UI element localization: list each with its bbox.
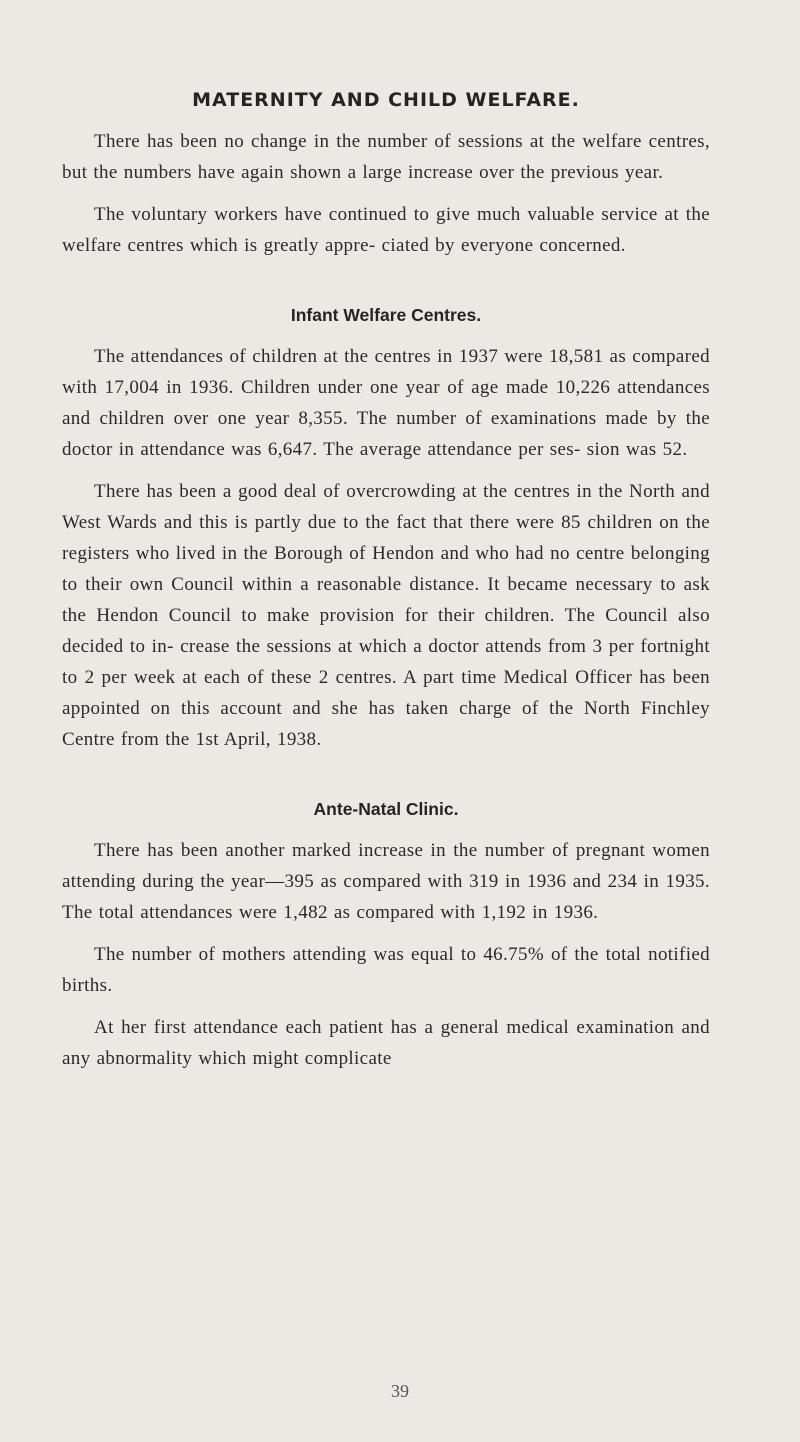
infant-welfare-heading: Infant Welfare Centres.	[290, 305, 482, 325]
document-page	[62, 88, 710, 1085]
intro-paragraph-1: There has been no change in the number of sessions at the welfare centres, but the numbers have again shown a large increase over the previous year.	[62, 131, 710, 183]
infant-welfare-paragraph-2: There has been a good deal of overcrowding at the centres in the North and West Wards and this is partly due to the fact that there were 85 children on the registers who lived in the Borough of Hendon and who had no centre belonging to their own Council within a reasonable distance. It became necessary to ask the Hendon Council to make provision for their children. The Council also decided to in- crease the sessions at which a doctor attends from 3 per fortnight to 2 per week at each of these 2 centres. A part time Medical Officer has been appointed on this account and she has taken charge of the North Finchley Centre from the 1st April, 1938.	[62, 481, 710, 750]
ante-natal-paragraph-2: The number of mothers attending was equal to 46.75% of the total notified births.	[62, 944, 710, 996]
page-number: 39	[391, 1381, 409, 1401]
page-title: MATERNITY AND CHILD WELFARE.	[192, 89, 580, 111]
ante-natal-paragraph-3: At her first attendance each patient has a general medical examination and any abnormality which might complicate	[62, 1017, 710, 1069]
ante-natal-paragraph-1: There has been another marked increase in the number of pregnant women attending during the year—395 as compared with 319 in 1936 and 234 in 1935. The total attendances were 1,482 as compared with 1,192 in 1936.	[62, 840, 710, 923]
infant-welfare-paragraph-1: The attendances of children at the centres in 1937 were 18,581 as compared with 17,004 in 1936. Children under one year of age made 10,226 attendances and children over one year 8,355. The number of examinations made by the doctor in attendance was 6,647. The average attendance per ses- sion was 52.	[62, 346, 710, 460]
intro-paragraph-2: The voluntary workers have continued to give much valuable service at the welfare centres which is greatly appre- ciated by everyone concerned.	[62, 204, 710, 256]
ante-natal-heading: Ante-Natal Clinic.	[313, 799, 459, 819]
